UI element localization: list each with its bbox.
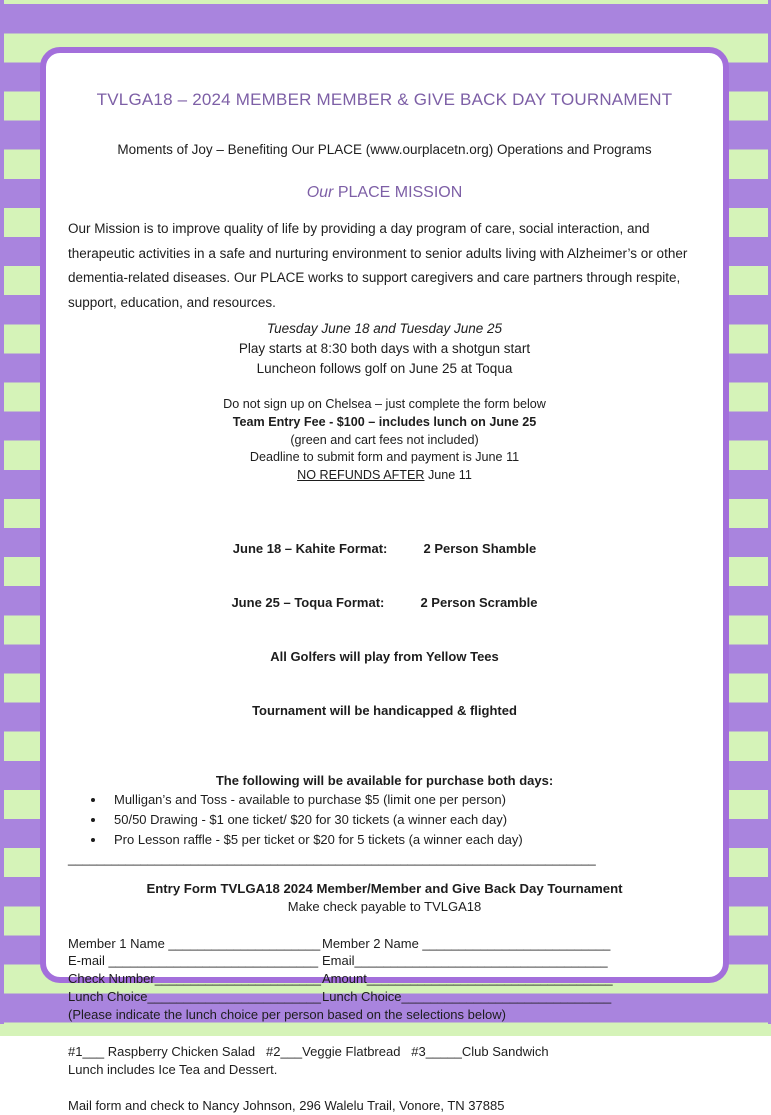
signup-instruction: Do not sign up on Chelsea – just complete the form below bbox=[223, 397, 546, 411]
mission-heading-italic: Our bbox=[306, 184, 334, 201]
purchase-list bbox=[92, 790, 701, 849]
entry-form-fields bbox=[68, 935, 701, 1024]
lunch-choice-note: (Please indicate the lunch choice per person based on the selections below) bbox=[68, 1006, 506, 1022]
email1-field: E-mail _____________________________ bbox=[68, 953, 319, 969]
form-row-lunch-choices bbox=[68, 988, 701, 1006]
lunch-options-line: #1___ Raspberry Chicken Salad #2___Veggie Flatbread #3_____Club Sandwich bbox=[68, 1043, 549, 1059]
signup-block bbox=[68, 396, 701, 485]
entry-form-heading: Entry Form TVLGA18 2024 Member/Member and Give Back Day Tournament bbox=[146, 880, 623, 896]
fees-note: (green and cart fees not included) bbox=[290, 432, 479, 447]
check-number-field: Check Number_______________________ bbox=[68, 971, 321, 987]
no-refunds-line bbox=[68, 467, 701, 485]
deadline-line: Deadline to submit form and payment is June 11 bbox=[249, 450, 520, 465]
benefit-subtitle: Moments of Joy – Benefiting Our PLACE (www.ourplacetn.org) Operations and Programs bbox=[117, 142, 652, 157]
left-edge-strip bbox=[0, 0, 4, 1024]
handicap-line: Tournament will be handicapped & flighted bbox=[252, 702, 517, 718]
schedule-start-time: Play starts at 8:30 both days with a shotgun start bbox=[238, 341, 531, 356]
lunch-includes-line: Lunch includes Ice Tea and Dessert. bbox=[68, 1062, 278, 1078]
mission-heading bbox=[68, 182, 701, 203]
mission-heading-rest: PLACE MISSION bbox=[333, 184, 463, 201]
schedule-dates: Tuesday June 18 and Tuesday June 25 bbox=[266, 321, 503, 336]
entry-fee-line: Team Entry Fee - $100 – includes lunch on June 25 bbox=[232, 414, 537, 429]
format-block bbox=[68, 504, 701, 756]
email2-field: Email___________________________________ bbox=[322, 953, 608, 969]
tournament-title: TVLGA18 – 2024 MEMBER MEMBER & GIVE BACK DAY TOURNAMENT bbox=[96, 90, 673, 109]
no-refunds-rest: June 11 bbox=[424, 468, 472, 483]
mission-paragraph: Our Mission is to improve quality of life by providing a day program of care, social interaction, and therapeutic activities in a safe and nurturing environment to senior adults living with Alzheimer’s or other dementia-related diseases. Our PLACE works to support caregivers and care partners through respite, support, education, and resources. bbox=[68, 221, 688, 310]
lunch-choice2-field: Lunch Choice_____________________________ bbox=[322, 988, 612, 1004]
list-item-mulligans: • Mulligan’s and Toss - available to purchase $5 (limit one per person) bbox=[106, 790, 701, 810]
divider-line: _________________________________________________________________________ bbox=[68, 850, 596, 866]
list-item-5050-drawing: • 50/50 Drawing - $1 one ticket/ $20 for 30 tickets (a winner each day) bbox=[106, 810, 701, 830]
amount-field: Amount__________________________________ bbox=[322, 971, 613, 987]
format-june18: June 18 – Kahite Format: 2 Person Shamble bbox=[232, 540, 537, 556]
form-row-emails bbox=[68, 952, 701, 970]
lunch-choice1-field: Lunch Choice________________________ bbox=[68, 988, 322, 1004]
list-item-pro-lesson-raffle: • Pro Lesson raffle - $5 per ticket or $20 for 5 tickets (a winner each day) bbox=[106, 830, 701, 850]
check-payable-line: Make check payable to TVLGA18 bbox=[287, 899, 482, 915]
yellow-tees-line: All Golfers will play from Yellow Tees bbox=[270, 648, 499, 664]
form-row-check-amount bbox=[68, 970, 701, 988]
member1-name-field: Member 1 Name _____________________ bbox=[68, 935, 321, 951]
no-refunds-underlined: NO REFUNDS AFTER bbox=[297, 468, 425, 483]
form-row-names bbox=[68, 935, 701, 953]
mail-instruction-line: Mail form and check to Nancy Johnson, 296 Walelu Trail, Vonore, TN 37885 bbox=[68, 1097, 505, 1113]
format-june25: June 25 – Toqua Format: 2 Person Scramble bbox=[231, 594, 538, 610]
schedule-block bbox=[68, 319, 701, 379]
purchase-heading: The following will be available for purchase both days: bbox=[215, 772, 554, 788]
member2-name-field: Member 2 Name __________________________ bbox=[322, 935, 611, 951]
schedule-luncheon: Luncheon follows golf on June 25 at Toqua bbox=[256, 361, 513, 376]
document-card bbox=[40, 47, 729, 1113]
